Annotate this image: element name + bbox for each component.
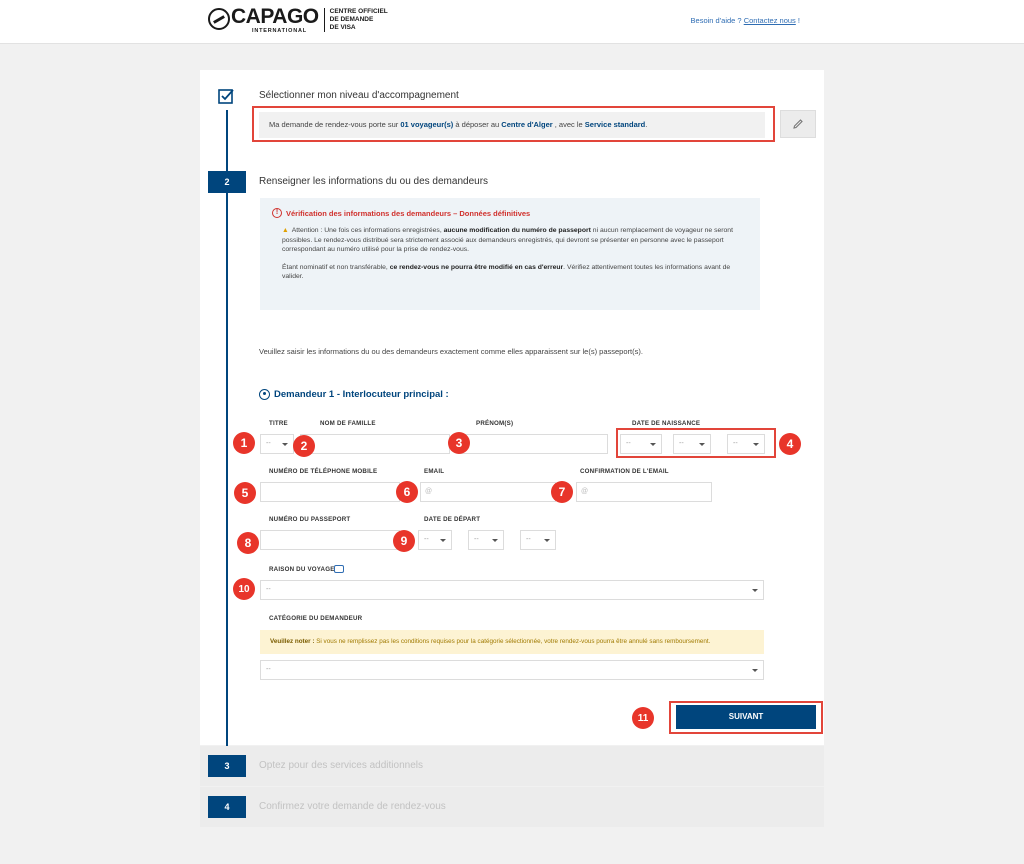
email-label: EMAIL (424, 468, 445, 475)
birth-day-select[interactable]: -- (620, 434, 662, 454)
annotation-badge-6: 6 (396, 481, 418, 503)
progress-line (226, 110, 228, 746)
user-icon (259, 389, 270, 400)
step2-number: 2 (208, 171, 246, 193)
annotation-badge-3: 3 (448, 432, 470, 454)
chevron-down-icon (752, 589, 758, 592)
chevron-down-icon (752, 669, 758, 672)
globe-icon (208, 8, 230, 30)
email-input[interactable] (420, 482, 556, 502)
email-confirm-label: CONFIRMATION DE L'EMAIL (580, 468, 669, 475)
step1-title: Sélectionner mon niveau d'accompagnement (259, 90, 459, 101)
annotation-badge-11: 11 (632, 707, 654, 729)
pencil-icon (792, 118, 804, 130)
next-button-highlight (669, 701, 823, 734)
step3-number: 3 (208, 755, 246, 777)
lastname-label: NOM DE FAMILLE (320, 420, 376, 427)
annotation-badge-7: 7 (551, 481, 573, 503)
title-label: TITRE (269, 420, 288, 427)
reason-label: RAISON DU VOYAGE (269, 566, 335, 573)
step4-title: Confirmez votre demande de rendez-vous (259, 801, 446, 812)
category-select[interactable]: -- (260, 660, 764, 680)
birthdate-highlight (616, 428, 776, 458)
applicant-heading: Demandeur 1 - Interlocuteur principal : (259, 389, 449, 400)
reason-select[interactable]: -- (260, 580, 764, 600)
step4-number: 4 (208, 796, 246, 818)
annotation-badge-10: 10 (233, 578, 255, 600)
contact-link[interactable]: Contactez nous (743, 16, 796, 25)
annotation-badge-9: 9 (393, 530, 415, 552)
logo-text: CAPAGO (231, 5, 319, 28)
birth-month-select[interactable]: -- (673, 434, 711, 454)
chevron-down-icon (440, 539, 446, 542)
title-select[interactable]: -- (260, 434, 294, 454)
at-icon: @ (425, 488, 433, 495)
annotation-badge-2: 2 (293, 435, 315, 457)
chevron-down-icon (282, 443, 288, 446)
instructions-text: Veuillez saisir les informations du ou des demandeurs exactement comme elles apparaissent sur le(s) passeport(s). (259, 347, 643, 356)
departure-day-select[interactable]: -- (418, 530, 452, 550)
logo-subtext: INTERNATIONAL (252, 28, 307, 34)
logo-tagline: CENTRE OFFICIEL DE DEMANDE DE VISA (329, 8, 388, 31)
warning-title: ! Vérification des informations des demandeurs – Données définitives (272, 208, 748, 218)
passport-input[interactable] (260, 530, 400, 550)
passport-label: NUMÉRO DU PASSEPORT (269, 516, 351, 523)
at-icon: @ (581, 488, 589, 495)
help-text: Besoin d'aide ? Contactez nous ! (690, 16, 800, 25)
birthdate-label: DATE DE NAISSANCE (632, 420, 701, 427)
lastname-input[interactable] (300, 434, 450, 454)
warning-box (260, 198, 760, 310)
checkbox-checked-icon (217, 87, 235, 105)
booking-summary: Ma demande de rendez-vous porte sur 01 voyageur(s) à déposer au Centre d'Alger , avec le Service standard. (259, 112, 765, 138)
firstname-input[interactable] (458, 434, 608, 454)
step3-title: Optez pour des services additionnels (259, 760, 423, 771)
edit-button[interactable] (780, 110, 816, 138)
chevron-down-icon (544, 539, 550, 542)
category-label: CATÉGORIE DU DEMANDEUR (269, 615, 363, 622)
logo-divider (324, 8, 325, 32)
chevron-down-icon (492, 539, 498, 542)
warning-paragraph-1: ▲ Attention : Une fois ces informations enregistrées, aucune modification du numéro de passeport ni aucun remplacement de voyageur ne seront possibles. Le rendez-vous distribué sera strictement associé aux demandeurs enregistrés, qui devront se présenter en personne avec le passeport correspondant au numéro utilisé pour la prise de rendez-vous. (282, 227, 733, 253)
firstname-label: PRÉNOM(S) (476, 420, 514, 427)
departure-year-select[interactable]: -- (520, 530, 556, 550)
annotation-badge-5: 5 (234, 482, 256, 504)
comment-icon[interactable] (334, 565, 344, 573)
warning-paragraph-2: Étant nominatif et non transférable, ce rendez-vous ne pourra être modifié en cas d'erreur. Vérifiez attentivement toutes les informations avant de valider. (282, 263, 731, 280)
email-confirm-input[interactable] (576, 482, 712, 502)
phone-label: NUMÉRO DE TÉLÉPHONE MOBILE (269, 468, 378, 475)
step2-title: Renseigner les informations du ou des demandeurs (259, 176, 489, 187)
warning-triangle-icon: ▲ (282, 227, 289, 234)
annotation-badge-8: 8 (237, 532, 259, 554)
summary-highlight (252, 106, 775, 142)
annotation-badge-4: 4 (779, 433, 801, 455)
site-header (0, 0, 1024, 44)
capago-logo[interactable] (208, 6, 388, 32)
phone-input[interactable] (260, 482, 400, 502)
annotation-badge-1: 1 (233, 432, 255, 454)
departure-month-select[interactable]: -- (468, 530, 504, 550)
birth-year-select[interactable]: -- (727, 434, 765, 454)
category-notice: Veuillez noter : Si vous ne remplissez pas les conditions requises pour la catégorie sélectionnée, votre rendez-vous pourra être annulé sans remboursement. (260, 630, 764, 654)
departure-label: DATE DE DÉPART (424, 516, 481, 523)
next-button[interactable]: SUIVANT (676, 705, 816, 729)
alert-icon: ! (272, 208, 282, 218)
